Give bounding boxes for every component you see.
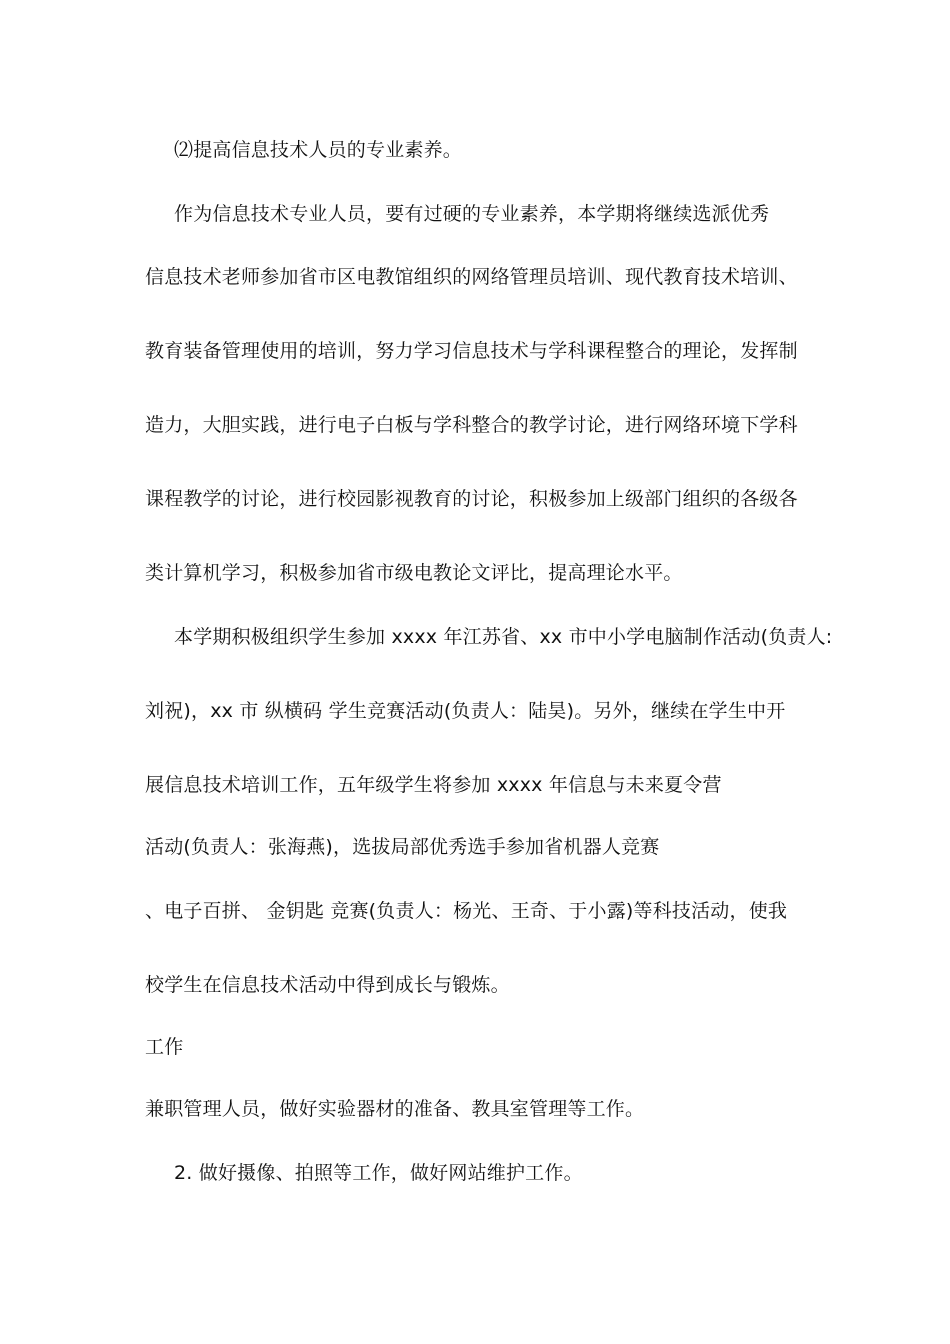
list-item: 2. 做好摄像、拍照等工作，做好网站维护工作。 [174, 1162, 583, 1184]
paragraph-line: 类计算机学习，积极参加省市级电教论文评比，提高理论水平。 [145, 562, 683, 584]
section-label: 工作 [145, 1036, 184, 1058]
paragraph-line: 活动(负责人：张海燕)，选拔局部优秀选手参加省机器人竞赛 [145, 836, 660, 858]
paragraph-line: 、电子百拼、 金钥匙 竞赛(负责人：杨光、王奇、于小露)等科技活动，使我 [145, 900, 788, 922]
paragraph-line: 课程教学的讨论，进行校园影视教育的讨论，积极参加上级部门组织的各级各 [145, 488, 798, 510]
paragraph-line: 本学期积极组织学生参加 xxxx 年江苏省、xx 市中小学电脑制作活动(负责人: [174, 626, 833, 648]
paragraph-line: 兼职管理人员，做好实验器材的准备、教具室管理等工作。 [145, 1098, 645, 1120]
paragraph-line: 信息技术老师参加省市区电教馆组织的网络管理员培训、现代教育技术培训、 [145, 266, 798, 288]
paragraph-line: 造力，大胆实践，进行电子白板与学科整合的教学讨论，进行网络环境下学科 [145, 414, 798, 436]
paragraph-line: 作为信息技术专业人员，要有过硬的专业素养，本学期将继续选派优秀 [174, 203, 770, 225]
paragraph-line: 校学生在信息技术活动中得到成长与锻炼。 [145, 974, 510, 996]
paragraph-line: 刘祝)，xx 市 纵横码 学生竞赛活动(负责人：陆昊)。另外，继续在学生中开 [145, 700, 786, 722]
paragraph-line: 教育装备管理使用的培训，努力学习信息技术与学科课程整合的理论，发挥制 [145, 340, 798, 362]
paragraph-line: 展信息技术培训工作，五年级学生将参加 xxxx 年信息与未来夏令营 [145, 774, 722, 796]
subheading-line: ⑵提高信息技术人员的专业素养。 [174, 139, 463, 161]
